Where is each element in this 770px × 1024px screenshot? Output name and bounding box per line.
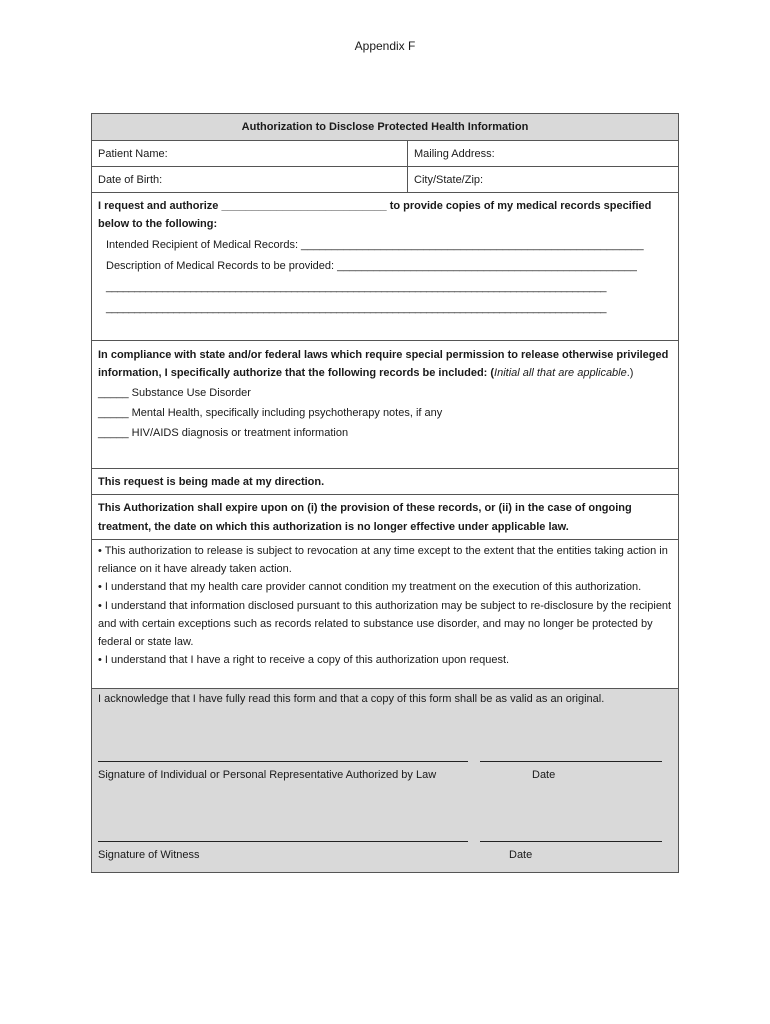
bullet-condition: • I understand that my health care provider cannot condition my treatment on the execution of this authorization.: [98, 581, 642, 594]
intended-recipient-field[interactable]: Intended Recipient of Medical Records: ________________________________________________________: [106, 239, 644, 251]
acknowledge-text: I acknowledge that I have fully read this form and that a copy of this form shall be as valid as an original.: [98, 693, 605, 705]
bullet-redisclosure: • I understand that information disclosed pursuant to this authorization may be subject to re-disclosure by the recipient and with certain exceptions such as records related to substance use disorder, and may no longer be protected by federal or state law.: [98, 599, 672, 649]
direction-statement: This request is being made at my direction.: [92, 469, 678, 495]
authorization-form: [91, 113, 679, 873]
request-line-2: below to the following:: [98, 218, 218, 230]
appendix-heading: Appendix F: [354, 39, 416, 53]
compliance-text: [98, 346, 672, 382]
initial-substance-use[interactable]: _____ Substance Use Disorder: [98, 387, 251, 399]
witness-date-label: Date: [509, 849, 533, 861]
initial-mental-health[interactable]: _____ Mental Health, specifically including psychotherapy notes, if any: [98, 407, 443, 419]
patient-row: [92, 141, 678, 167]
acknowledgement-bullets: [92, 540, 678, 689]
individual-date-line[interactable]: [480, 761, 662, 762]
compliance-section: [92, 341, 678, 469]
signature-section: [92, 689, 678, 872]
bullet-copy-right: • I understand that I have a right to receive a copy of this authorization upon request.: [98, 654, 510, 667]
individual-signature-label: Signature of Individual or Personal Representative Authorized by Law: [98, 769, 437, 781]
expiration-statement: This Authorization shall expire upon on (i) the provision of these records, or (ii) in the case of ongoing treatment, the date on which this authorization is no longer effective under applicable law.: [92, 495, 678, 540]
witness-signature-line[interactable]: [98, 841, 468, 842]
individual-signature-line[interactable]: [98, 761, 468, 762]
mailing-address-field[interactable]: Mailing Address:: [414, 148, 495, 160]
witness-signature-label: Signature of Witness: [98, 849, 200, 861]
records-description-field[interactable]: Description of Medical Records to be provided: _________________________________________________: [106, 260, 637, 272]
records-description-line-3[interactable]: _________________________________________________________________________________________: [106, 302, 606, 314]
bullet-revocation: • This authorization to release is subject to revocation at any time except to the extent that the entities taking action in reliance on it have already taken action.: [98, 545, 668, 576]
records-description-line-2[interactable]: _________________________________________________________________________________________: [106, 281, 606, 293]
initial-hiv-aids[interactable]: _____ HIV/AIDS diagnosis or treatment information: [98, 427, 349, 439]
form-title: Authorization to Disclose Protected Health Information: [92, 114, 678, 141]
patient-name-field[interactable]: Patient Name:: [92, 141, 408, 166]
compliance-text-instruction: Initial all that are applicable: [494, 367, 627, 379]
request-section: [92, 193, 678, 341]
city-state-zip-field[interactable]: City/State/Zip:: [414, 174, 484, 186]
individual-date-label: Date: [532, 769, 556, 781]
compliance-text-main: In compliance with state and/or federal laws which require special permission to release otherwise privileged information, I specifically authorize that the following records be included: (: [98, 349, 669, 379]
request-line-1[interactable]: I request and authorize ___________________________ to provide copies of my medical records specified: [98, 200, 652, 212]
date-of-birth-field[interactable]: Date of Birth:: [92, 167, 408, 192]
birth-row: [92, 167, 678, 193]
compliance-text-end: .): [626, 367, 634, 379]
witness-date-line[interactable]: [480, 841, 662, 842]
